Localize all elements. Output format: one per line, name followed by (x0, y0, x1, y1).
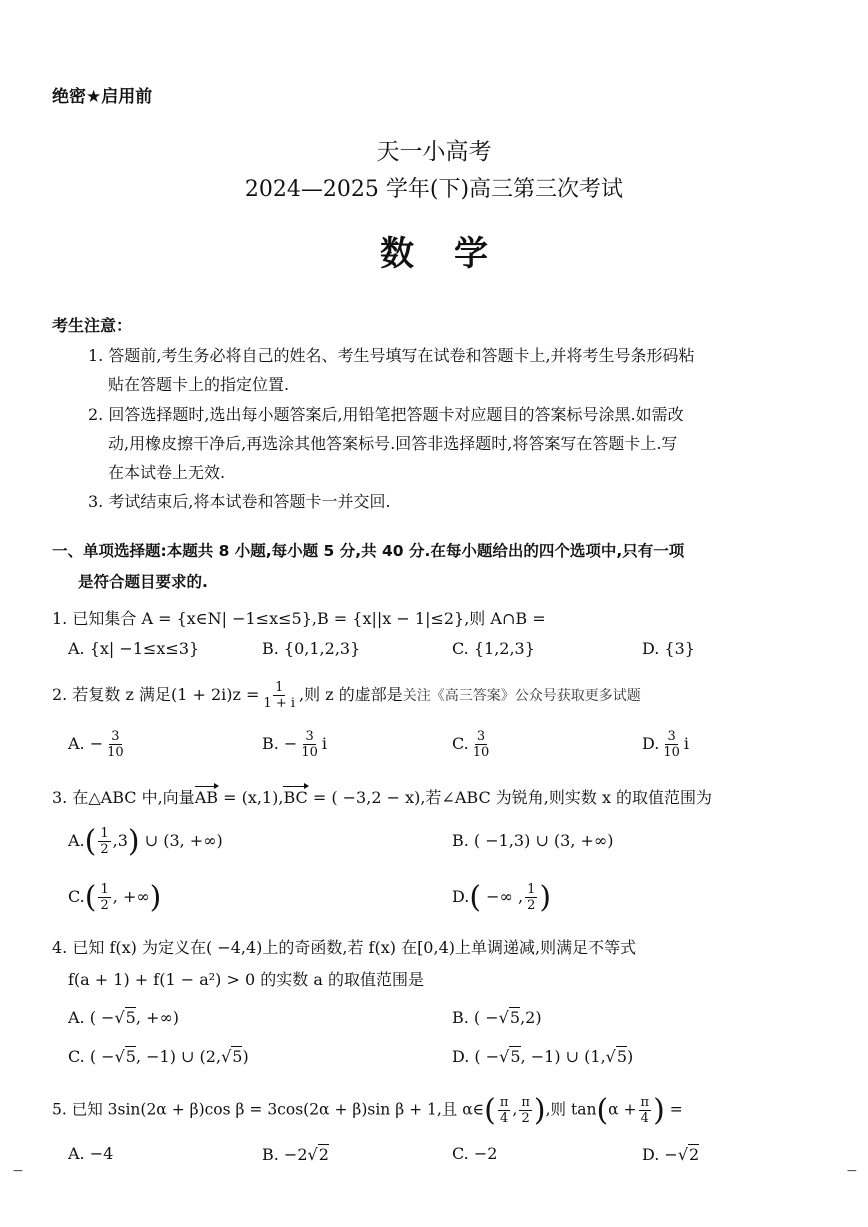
q5-tan-rparen: ) (653, 1093, 665, 1128)
q5-int-frac-2 (519, 1095, 532, 1126)
q1-option-d: D. {3} (642, 639, 695, 658)
q2-d-label: D. (642, 734, 660, 753)
q4-option-d: D. ( −√5, −1) ∪ (1,√5) (452, 1047, 634, 1066)
question-4-stem-cont: f(a + 1) + f(1 − a²) > 0 的实数 a 的取值范围是 (68, 970, 424, 989)
notice-heading: 考生注意： (52, 316, 133, 335)
q5-b-radicand: 2 (318, 1145, 329, 1164)
q5-option-d: D. −√2 (642, 1145, 700, 1164)
watermark-text: 关注《高三答案》公众号获取更多试题 (402, 688, 641, 704)
q2-frac-num: 1 (275, 680, 284, 695)
q2-d-suffix: i (683, 734, 690, 753)
q3-stem-mid: = (x,1), (218, 788, 284, 807)
q5-tan-frac (639, 1095, 652, 1126)
q3-c-tail: , +∞ (112, 887, 150, 906)
q3-d-label: D. (452, 887, 470, 906)
q2-a-num: 3 (111, 729, 120, 744)
q4-option-b: B. ( −√5,2) (452, 1008, 542, 1027)
vector-ab: AB (194, 788, 218, 807)
q3-d-rparen: ) (539, 880, 552, 915)
q3-d-num: 1 (527, 882, 536, 897)
q2-b-frac (299, 729, 320, 760)
brand-title: 天一小高考 (376, 139, 492, 165)
q5-int-num-1: π (499, 1095, 509, 1110)
q2-d-frac (661, 729, 682, 760)
q3-d-lparen: ( (469, 880, 482, 915)
exam-title: 2024—2025 学年(下)高三第三次考试 (244, 177, 624, 202)
q3-c-den: 2 (100, 898, 109, 913)
q4-c-radicand-2: 5 (232, 1047, 243, 1066)
q3-c-num: 1 (100, 882, 109, 897)
q3-c-frac (98, 882, 110, 913)
q4-b-post: ,2) (520, 1008, 542, 1027)
q2-b-suffix: i (321, 734, 328, 753)
notice-line-5: 在本试卷上无效. (108, 463, 226, 482)
q5-int-den-1: 4 (500, 1111, 509, 1126)
q5-stem-pre: 5. 已知 3sin(2α + β)cos β = 3cos(2α + β)sin β + 1,且 α∈ (52, 1100, 485, 1119)
vector-bc: BC (283, 788, 308, 807)
q3-option-a (68, 824, 223, 859)
q3-option-b: B. ( −1,3) ∪ (3, +∞) (452, 831, 614, 850)
q5-int-frac-1 (498, 1095, 511, 1126)
question-1-stem: 1. 已知集合 A = {x∈N| −1≤x≤5},B = {x||x − 1|≤2},则 A∩B = (52, 609, 546, 628)
q5-option-b: B. −2√2 (262, 1145, 329, 1164)
q2-option-a (68, 729, 128, 760)
notice-line-4: 动,用橡皮擦干净后,再选涂其他答案标号.回答非选择题时,将答案写在答题卡上.写 (108, 434, 678, 453)
q4-a-pre: A. ( − (68, 1008, 115, 1027)
q3-d-den: 2 (527, 898, 536, 913)
q4-d-mid: , −1) ∪ (1, (520, 1047, 606, 1066)
q2-c-frac (471, 729, 492, 760)
notice-line-1: 1. 答题前,考生务必将自己的姓名、考生号填写在试卷和答题卡上,并将考生号条形码粘 (88, 346, 695, 365)
section-heading: 一、单项选择题:本题共 8 小题,每小题 5 分,共 40 分.在每小题给出的四个选项中,只有一项 (52, 542, 685, 560)
q4-c-radicand: 5 (125, 1047, 136, 1066)
q3-a-tail: ,3 (112, 831, 128, 850)
q3-a-rest: ∪ (3, +∞) (139, 831, 223, 850)
q3-a-lparen: ( (84, 824, 97, 859)
q3-a-den: 2 (100, 842, 109, 857)
q4-d-pre: D. ( − (452, 1047, 500, 1066)
q5-tan-lparen: ( (596, 1093, 609, 1128)
q3-option-c (68, 880, 161, 915)
q4-d-radicand: 5 (510, 1047, 521, 1066)
q2-a-label: A. − (68, 734, 104, 753)
q4-option-a: A. ( −√5, +∞) (68, 1008, 180, 1027)
q5-stem-mid: ,则 tan (545, 1100, 597, 1119)
q3-stem-post: = ( −3,2 − x),若∠ABC 为锐角,则实数 x 的取值范围为 (307, 788, 713, 807)
question-5-stem: 5. 已知 3sin(2α + β)cos β = 3cos(2α + β)sin β + 1,且 α∈( $\frac{\pi}{4}$ , $\frac{\pi}{2}$ ),则 tan(α + $\frac{\pi}{4}$ ) = (52, 1093, 683, 1128)
q4-c-pre: C. ( − (68, 1047, 115, 1066)
q2-a-den: 10 (107, 745, 124, 760)
q1-option-c: C. {1,2,3} (452, 639, 535, 658)
q2-stem-post: ,则 z 的虚部是 (299, 685, 403, 704)
subject-title: 数学 (380, 234, 528, 274)
q5-tan-num: π (640, 1095, 650, 1110)
q5-stem-post: = (664, 1100, 683, 1119)
q5-d-pre: D. − (642, 1145, 678, 1164)
q3-stem-pre: 3. 在△ABC 中,向量 (52, 788, 195, 807)
q2-fraction (261, 680, 297, 711)
q2-c-den: 10 (472, 745, 490, 760)
notice-line-2: 贴在答题卡上的指定位置. (108, 375, 290, 394)
q5-tan-den: 4 (640, 1111, 649, 1126)
notice-line-3: 2. 回答选择题时,选出每小题答案后,用铅笔把答题卡对应题目的答案标号涂黑.如需改 (88, 405, 684, 424)
q3-a-frac (98, 826, 110, 857)
q2-b-label: B. − (262, 734, 298, 753)
section-heading-cont: 是符合题目要求的. (78, 573, 208, 591)
q3-d-head: −∞ , (481, 887, 524, 906)
q4-a-radicand: 5 (125, 1008, 136, 1027)
question-2-stem (52, 680, 641, 711)
q3-option-d (452, 880, 551, 915)
q5-int-lparen: ( (484, 1093, 496, 1128)
q2-option-d (642, 729, 689, 760)
q4-option-c: C. ( −√5, −1) ∪ (2,√5) (68, 1047, 249, 1066)
q2-option-c (452, 729, 493, 760)
q3-a-rparen: ) (127, 824, 140, 859)
q3-c-rparen: ) (149, 880, 162, 915)
q4-c-mid: , −1) ∪ (2, (135, 1047, 222, 1066)
q2-c-num: 3 (476, 729, 486, 744)
q3-a-num: 1 (100, 826, 109, 841)
q3-c-lparen: ( (84, 880, 97, 915)
q4-c-post: ) (242, 1047, 249, 1066)
notice-line-6: 3. 考试结束后,将本试卷和答题卡一并交回. (88, 492, 391, 511)
q1-option-a: A. {x| −1≤x≤3} (68, 639, 200, 658)
q5-option-c: C. −2 (452, 1144, 498, 1163)
q2-c-label: C. (452, 734, 469, 753)
q5-d-radicand: 2 (689, 1145, 700, 1164)
q2-option-b (262, 729, 327, 760)
q5-tan-pre: α + (608, 1100, 637, 1119)
q3-c-label: C. (68, 887, 85, 906)
question-3-stem (52, 785, 712, 808)
q5-int-den-2: 2 (521, 1111, 530, 1126)
q5-int-num-2: π (521, 1095, 530, 1110)
q5-int-rparen: ) (533, 1093, 546, 1128)
q2-d-num: 3 (667, 729, 676, 744)
q3-a-label: A. (68, 831, 85, 850)
q2-stem-pre: 2. 若复数 z 满足(1 + 2i)z = (52, 685, 260, 704)
q2-a-frac (105, 729, 126, 760)
q2-d-den: 10 (663, 745, 680, 760)
q5-b-pre: B. −2 (262, 1145, 308, 1164)
question-4-stem: 4. 已知 f(x) 为定义在( −4,4)上的奇函数,若 f(x) 在[0,4)上单调递减,则满足不等式 (52, 938, 637, 957)
q1-option-b: B. {0,1,2,3} (262, 639, 361, 658)
q2-b-den: 10 (301, 745, 318, 760)
right-edge-mark: − (846, 1163, 858, 1179)
q4-d-post: ) (627, 1047, 634, 1066)
q4-b-pre: B. ( − (452, 1008, 499, 1027)
q2-frac-den: 1 + i (263, 696, 296, 711)
q3-d-frac (525, 882, 537, 913)
q2-b-num: 3 (305, 729, 314, 744)
confidential-label: 绝密★启用前 (52, 87, 153, 107)
q5-option-a: A. −4 (68, 1144, 114, 1163)
q4-a-post: , +∞) (135, 1008, 180, 1027)
left-edge-mark: − (12, 1163, 24, 1179)
q4-b-radicand: 5 (509, 1008, 521, 1027)
q4-d-radicand-2: 5 (616, 1047, 628, 1066)
